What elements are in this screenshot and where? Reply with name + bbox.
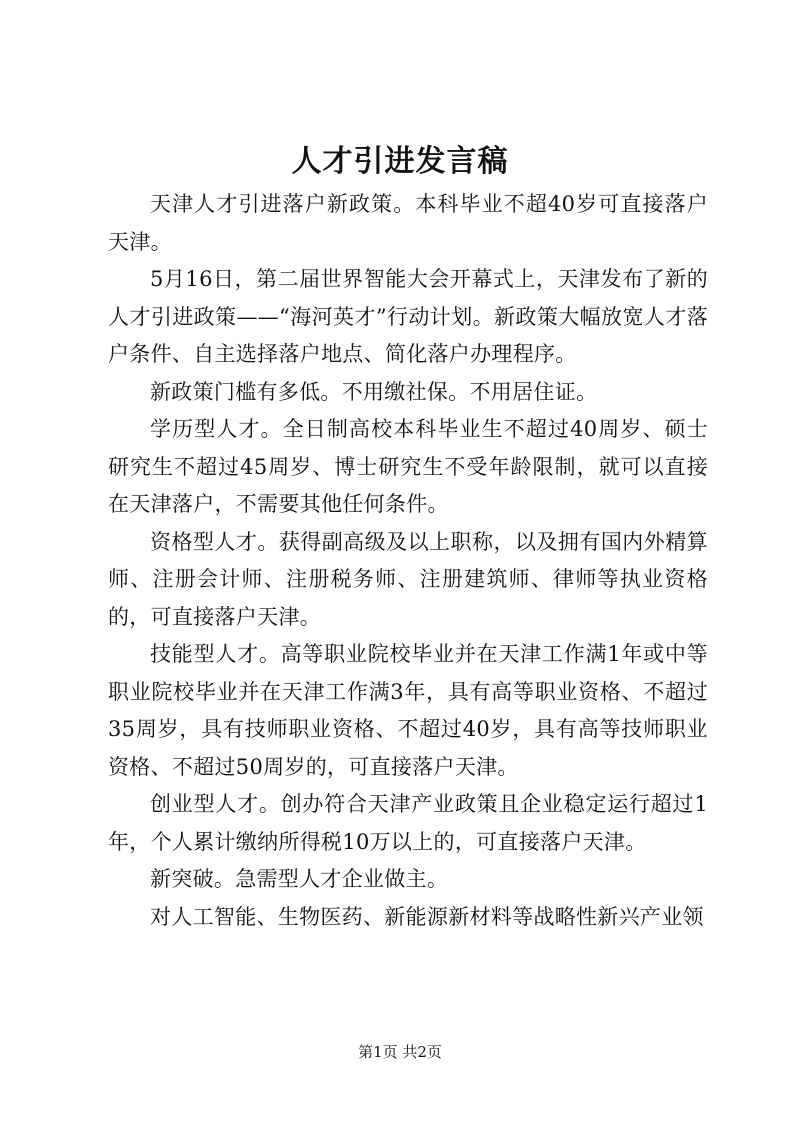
paragraph: 创业型人才。创办符合天津产业政策且企业稳定运行超过1年，个人累计缴纳所得税10万以上的，可直接落户天津。 xyxy=(108,792,708,854)
page-footer: 第1页 共2页 xyxy=(358,1043,442,1061)
document-title: 人才引进发言稿 xyxy=(291,144,509,179)
paragraph: 技能型人才。高等职业院校毕业并在天津工作满1年或中等职业院校毕业并在天津工作满3年，具有高等职业资格、不超过35周岁，具有技师职业资格、不超过40岁，具有高等技师职业资格、不超过50周岁的，可直接落户天津。 xyxy=(108,642,708,779)
paragraph: 新突破。急需型人才企业做主。 xyxy=(150,867,449,891)
paragraph: 资格型人才。获得副高级及以上职称，以及拥有国内外精算师、注册会计师、注册税务师、注册建筑师、律师等执业资格的，可直接落户天津。 xyxy=(108,529,708,629)
paragraph: 对人工智能、生物医药、新能源新材料等战略性新兴产业领 xyxy=(150,904,704,929)
document-body xyxy=(108,186,708,936)
paragraph: 5月16日，第二届世界智能大会开幕式上，天津发布了新的人才引进政策——“海河英才”行动计划。新政策大幅放宽人才落户条件、自主选择落户地点、简化落户办理程序。 xyxy=(108,267,708,366)
paragraph: 天津人才引进落户新政策。本科毕业不超40岁可直接落户天津。 xyxy=(108,192,708,254)
paragraph: 新政策门槛有多低。不用缴社保。不用居住证。 xyxy=(150,379,598,404)
paragraph: 学历型人才。全日制高校本科毕业生不超过40周岁、硕士研究生不超过45周岁、博士研究生不受年龄限制，就可以直接在天津落户，不需要其他任何条件。 xyxy=(108,417,708,516)
